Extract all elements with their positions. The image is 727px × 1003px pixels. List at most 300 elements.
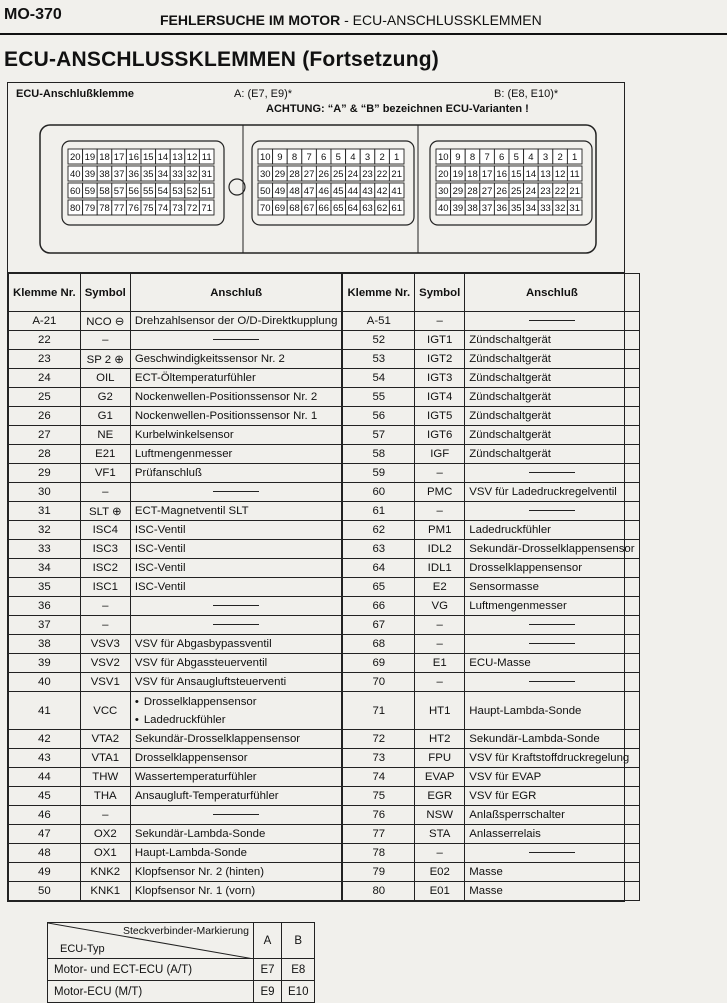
terminal-pin-number: 72 [186,203,198,214]
terminal-pin-number: 71 [201,203,212,214]
terminal-pin-number: 63 [362,203,373,214]
terminal-pin-number: 37 [113,169,125,180]
terminal-number: 56 [342,407,414,426]
terminal-pin-number: 2 [557,152,563,163]
terminal-connection [130,692,342,730]
terminal-symbol: THA [80,787,130,806]
terminal-symbol: E02 [415,863,465,882]
terminal-number: 33 [9,540,81,559]
terminal-pin-number: 11 [201,152,212,163]
terminal-pin-number: 13 [172,152,183,163]
terminal-symbol: – [80,597,130,616]
terminal-connection: VSV für EGR [465,787,639,806]
terminal-number: 50 [9,882,81,901]
col-header-symbol-left: Symbol [80,274,130,312]
terminal-pin-number: 79 [84,203,96,214]
section-title-rest: - ECU-ANSCHLUSSKLEMMEN [340,12,542,28]
variant-ecu-type: Motor-ECU (M/T) [48,981,254,1003]
terminal-pin-number: 54 [157,186,169,197]
terminal-symbol: E2 [415,578,465,597]
terminal-pin-number: 70 [260,203,271,214]
terminal-connection: Luftmengenmesser [465,597,639,616]
terminal-connection: VSV für Ansaugluftsteuerventi [130,673,342,692]
terminal-connection: Nockenwellen-Positionssensor Nr. 2 [130,388,342,407]
terminal-pin-number: 23 [540,186,551,197]
terminal-number: 28 [9,445,81,464]
terminal-pin-number: 20 [438,169,449,180]
variant-col-a: A [254,923,282,959]
terminal-connection: Zündschaltgerät [465,388,639,407]
terminal-number: 54 [342,369,414,388]
variant-b-label: B: (E8, E10)* [494,88,559,100]
terminal-number: 74 [342,768,414,787]
empty-connection [465,616,639,635]
terminal-symbol: IGT5 [415,407,465,426]
terminal-number: 26 [9,407,81,426]
variant-value-b: E8 [282,959,315,981]
terminal-connection: Drehzahlsensor der O/D-Direktkupplung [130,312,342,331]
terminal-symbol: IGT3 [415,369,465,388]
terminal-pin-number: 25 [511,186,522,197]
terminal-connection: ECU-Masse [465,654,639,673]
terminal-connection: Masse [465,863,639,882]
terminal-pin-number: 33 [172,169,183,180]
terminal-pin-number: 4 [350,152,356,163]
terminal-pin-number: 74 [157,203,169,214]
section-title [160,12,542,28]
terminal-pin-number: 44 [347,186,359,197]
table-row [9,464,640,483]
terminal-pin-number: 15 [143,152,154,163]
terminal-symbol: – [415,616,465,635]
terminal-pin-number: 64 [347,203,359,214]
table-header-row [9,274,640,312]
terminal-pin-number: 9 [277,152,283,163]
terminal-symbol: – [415,844,465,863]
table-row [9,844,640,863]
terminal-pin-number: 14 [525,169,537,180]
terminal-connection: Sekundär-Drosselklappensensor [465,540,639,559]
terminal-number: 23 [9,350,81,369]
terminal-symbol: IGF [415,445,465,464]
terminal-number: 45 [9,787,81,806]
terminal-symbol: OX2 [80,825,130,844]
terminal-pin-number: 29 [274,169,286,180]
terminal-symbol: IGT1 [415,331,465,350]
terminal-connection: Haupt-Lambda-Sonde [465,692,639,730]
terminal-connection: ISC-Ventil [130,559,342,578]
terminal-symbol: VTA1 [80,749,130,768]
ecu-variant-table [47,922,315,1003]
terminal-pin-number: 46 [318,186,329,197]
terminal-symbol: IDL2 [415,540,465,559]
terminal-connection: Wassertemperaturfühler [130,768,342,787]
terminal-number: 77 [342,825,414,844]
terminal-pin-number: 9 [455,152,461,163]
terminal-pin-number: 10 [438,152,449,163]
terminal-pin-number: 33 [540,203,551,214]
col-header-klemme-left: Klemme Nr. [9,274,81,312]
terminal-pin-number: 21 [391,169,402,180]
terminal-connection: Nockenwellen-Positionssensor Nr. 1 [130,407,342,426]
blank-line [529,320,575,321]
terminal-number: 60 [342,483,414,502]
terminal-pin-number: 27 [481,186,493,197]
blank-line [529,643,575,644]
variant-ecu-type: Motor- und ECT-ECU (A/T) [48,959,254,981]
table-row [9,597,640,616]
terminal-number: 46 [9,806,81,825]
terminal-connection: ISC-Ventil [130,540,342,559]
terminal-pin-number: 32 [186,169,198,180]
terminal-symbol: SLT ⊕ [80,502,130,521]
terminal-pin-number: 41 [391,186,402,197]
terminal-number: 59 [342,464,414,483]
terminal-connection: VSV für Abgassteuerventil [130,654,342,673]
terminal-connection: Sekundär-Lambda-Sonde [130,825,342,844]
terminal-connection: VSV für Kraftstoffdruckregelung [465,749,639,768]
table-row [9,673,640,692]
terminal-symbol: – [415,635,465,654]
terminal-number: 71 [342,692,414,730]
terminal-symbol: – [80,616,130,635]
empty-connection [465,312,639,331]
terminal-number: 53 [342,350,414,369]
terminal-connection: ISC-Ventil [130,521,342,540]
terminal-connection: Geschwindigkeitssensor Nr. 2 [130,350,342,369]
terminal-symbol: VSV3 [80,635,130,654]
terminal-symbol: ISC3 [80,540,130,559]
terminal-connection: Kurbelwinkelsensor [130,426,342,445]
terminal-number: 36 [9,597,81,616]
terminal-symbol: PMC [415,483,465,502]
terminal-number: 67 [342,616,414,635]
blank-line [213,491,259,492]
terminal-symbol: EGR [415,787,465,806]
terminal-pin-number: 30 [438,186,449,197]
terminal-symbol: ISC1 [80,578,130,597]
content-box [7,82,635,902]
col-header-anschluss-right: Anschluß [465,274,639,312]
terminal-connection: Luftmengenmesser [130,445,342,464]
terminal-connection: ISC-Ventil [130,578,342,597]
terminal-symbol: – [415,312,465,331]
connection-item: • Drosselklappensensor [135,693,338,711]
table-row [9,502,640,521]
terminal-symbol: G2 [80,388,130,407]
terminal-connection: Haupt-Lambda-Sonde [130,844,342,863]
terminal-pin-number: 75 [143,203,154,214]
empty-connection [130,331,342,350]
terminal-symbol: IGT2 [415,350,465,369]
terminal-pin-number: 27 [303,169,315,180]
terminal-number: 73 [342,749,414,768]
terminal-pin-number: 8 [469,152,476,163]
terminal-symbol: E1 [415,654,465,673]
terminal-pin-number: 31 [569,203,580,214]
page-number: MO-370 [4,6,62,23]
terminal-connection: Drosselklappensensor [465,559,639,578]
table-row [9,483,640,502]
terminal-number: 22 [9,331,81,350]
empty-connection [465,464,639,483]
empty-connection [130,483,342,502]
table-row [9,806,640,825]
terminal-connection: Sekundär-Lambda-Sonde [465,730,639,749]
blank-line [213,605,259,606]
empty-connection [465,635,639,654]
terminal-pin-number: 65 [333,203,344,214]
header-rule [0,33,727,35]
blank-line [529,852,575,853]
terminal-pin-number: 24 [525,186,537,197]
terminal-number: 76 [342,806,414,825]
terminal-symbol: – [80,806,130,825]
empty-connection [465,502,639,521]
terminal-number: 78 [342,844,414,863]
terminal-connection: Anlaßsperrschalter [465,806,639,825]
terminal-number: 48 [9,844,81,863]
terminal-symbol: G1 [80,407,130,426]
terminal-symbol: IDL1 [415,559,465,578]
terminal-symbol: HT2 [415,730,465,749]
empty-connection [130,597,342,616]
terminal-pin-number: 34 [157,169,169,180]
table-row [9,445,640,464]
terminal-symbol: KNK2 [80,863,130,882]
empty-connection [465,844,639,863]
terminal-connection: Zündschaltgerät [465,369,639,388]
terminal-connection: Zündschaltgerät [465,445,639,464]
variant-row [48,981,315,1003]
terminal-pin-number: 35 [143,169,154,180]
terminal-connection: Sekundär-Drosselklappensensor [130,730,342,749]
table-row [9,768,640,787]
terminal-number: 58 [342,445,414,464]
table-row [9,521,640,540]
blank-line [213,339,259,340]
terminal-number: 29 [9,464,81,483]
terminal-pin-number: 39 [452,203,464,214]
terminal-connection: Prüfanschluß [130,464,342,483]
terminal-pin-number: 28 [467,186,478,197]
blank-line [529,681,575,682]
table-row [9,730,640,749]
terminal-number: 24 [9,369,81,388]
variant-row [48,959,315,981]
terminal-number: 41 [9,692,81,730]
col-header-symbol-right: Symbol [415,274,465,312]
terminal-connection: Sensormasse [465,578,639,597]
terminal-symbol: OX1 [80,844,130,863]
terminal-number: A-51 [342,312,414,331]
page-title: ECU-ANSCHLUSSKLEMMEN (Fortsetzung) [4,48,439,71]
terminal-pin-number: 39 [84,169,96,180]
terminal-pin-number: 17 [481,169,493,180]
table-row [9,692,640,730]
terminal-number: 43 [9,749,81,768]
terminal-number: 75 [342,787,414,806]
terminal-symbol: VTA2 [80,730,130,749]
terminal-pin-number: 66 [318,203,329,214]
terminal-connection: Ansaugluft-Temperaturfühler [130,787,342,806]
terminal-pin-number: 38 [99,169,110,180]
variant-value-a: E7 [254,959,282,981]
terminal-pin-number: 59 [84,186,96,197]
terminal-symbol: – [415,502,465,521]
empty-connection [465,673,639,692]
table-row [9,350,640,369]
terminal-pin-number: 19 [452,169,464,180]
terminal-symbol: NSW [415,806,465,825]
terminal-pin-number: 22 [554,186,566,197]
terminal-number: 40 [9,673,81,692]
terminal-pin-number: 52 [186,186,198,197]
terminal-number: 32 [9,521,81,540]
terminal-symbol: VSV2 [80,654,130,673]
terminal-connection: Klopfsensor Nr. 1 (vorn) [130,882,342,901]
terminal-pin-number: 49 [274,186,286,197]
terminal-connection: VSV für Abgasbypassventil [130,635,342,654]
table-row [9,426,640,445]
terminal-connection: Zündschaltgerät [465,350,639,369]
terminal-pin-number: 80 [70,203,81,214]
terminal-symbol: VCC [80,692,130,730]
terminal-number: 47 [9,825,81,844]
terminal-pin-number: 6 [321,152,327,163]
table-row [9,578,640,597]
variant-note: ACHTUNG: “A” & “B” bezeichnen ECU-Varianten ! [266,103,529,115]
terminal-connection: Ladedruckfühler [465,521,639,540]
section-title-bold: FEHLERSUCHE IM MOTOR [160,12,341,28]
table-row [9,635,640,654]
terminal-number: 66 [342,597,414,616]
col-header-anschluss-left: Anschluß [130,274,342,312]
table-row [9,863,640,882]
terminal-pin-number: 6 [499,152,505,163]
terminal-number: 37 [9,616,81,635]
terminal-number: 79 [342,863,414,882]
terminal-pin-number: 43 [362,186,373,197]
terminal-number: 42 [9,730,81,749]
terminal-number: 80 [342,882,414,901]
terminal-connection: ECT-Öltemperaturfühler [130,369,342,388]
terminal-pin-number: 2 [379,152,385,163]
terminal-connection: Drosselklappensensor [130,749,342,768]
terminal-symbol: KNK1 [80,882,130,901]
table-row [9,540,640,559]
terminal-pin-number: 68 [289,203,300,214]
terminal-symbol: E01 [415,882,465,901]
terminal-symbol: ISC2 [80,559,130,578]
terminal-pin-number: 7 [306,152,312,163]
terminal-pin-number: 16 [128,152,139,163]
terminal-connection: Zündschaltgerät [465,426,639,445]
terminal-connection: VSV für EVAP [465,768,639,787]
terminal-symbol: THW [80,768,130,787]
blank-line [529,472,575,473]
connection-item: • Ladedruckfühler [135,711,338,729]
empty-connection [130,616,342,635]
table-row [9,616,640,635]
empty-connection [130,806,342,825]
ecu-connector-diagram [38,123,598,263]
terminal-number: 52 [342,331,414,350]
terminal-symbol: IGT6 [415,426,465,445]
terminal-pin-number: 36 [128,169,139,180]
terminal-pin-number: 61 [391,203,402,214]
terminal-pin-number: 24 [347,169,359,180]
terminal-pin-number: 29 [452,186,464,197]
terminal-number: 34 [9,559,81,578]
terminal-number: 39 [9,654,81,673]
terminal-pin-number: 21 [569,186,580,197]
terminal-symbol: – [415,464,465,483]
terminal-symbol: NE [80,426,130,445]
terminal-symbol: VF1 [80,464,130,483]
table-row [9,559,640,578]
terminal-symbol: PM1 [415,521,465,540]
terminal-pin-number: 42 [376,186,388,197]
table-row [9,787,640,806]
terminal-pin-number: 40 [438,203,449,214]
terminal-pin-number: 1 [572,152,578,163]
terminal-pin-number: 7 [484,152,490,163]
terminal-number: A-21 [9,312,81,331]
blank-line [213,624,259,625]
terminal-number: 61 [342,502,414,521]
terminal-pin-number: 18 [99,152,110,163]
terminal-number: 72 [342,730,414,749]
terminal-number: 25 [9,388,81,407]
terminal-symbol: VSV1 [80,673,130,692]
terminal-pin-number: 62 [376,203,388,214]
variant-value-b: E10 [282,981,315,1003]
terminal-symbol: STA [415,825,465,844]
terminal-connection: Anlasserrelais [465,825,639,844]
table-row [9,749,640,768]
terminal-pin-number: 67 [303,203,315,214]
terminal-pin-number: 14 [157,152,169,163]
terminal-table [8,273,640,901]
table-row [9,825,640,844]
terminal-pin-number: 60 [70,186,81,197]
terminal-symbol: OIL [80,369,130,388]
terminal-number: 31 [9,502,81,521]
terminal-pin-number: 40 [70,169,81,180]
blank-line [529,510,575,511]
terminal-connection: ECT-Magnetventil SLT [130,502,342,521]
terminal-connection: Masse [465,882,639,901]
terminal-number: 62 [342,521,414,540]
terminal-pin-number: 13 [540,169,551,180]
terminal-pin-number: 11 [569,169,580,180]
terminal-number: 55 [342,388,414,407]
terminal-pin-number: 26 [496,186,507,197]
terminal-pin-number: 22 [376,169,388,180]
terminal-number: 57 [342,426,414,445]
variant-col-b: B [282,923,315,959]
terminal-pin-number: 5 [335,152,341,163]
table-row [9,369,640,388]
blank-line [213,814,259,815]
terminal-pin-number: 37 [481,203,493,214]
terminal-pin-number: 20 [70,152,81,163]
connector-label: ECU-Anschlußklemme [16,88,134,100]
terminal-pin-number: 58 [99,186,110,197]
variant-a-label: A: (E7, E9)* [234,88,293,100]
terminal-symbol: ISC4 [80,521,130,540]
